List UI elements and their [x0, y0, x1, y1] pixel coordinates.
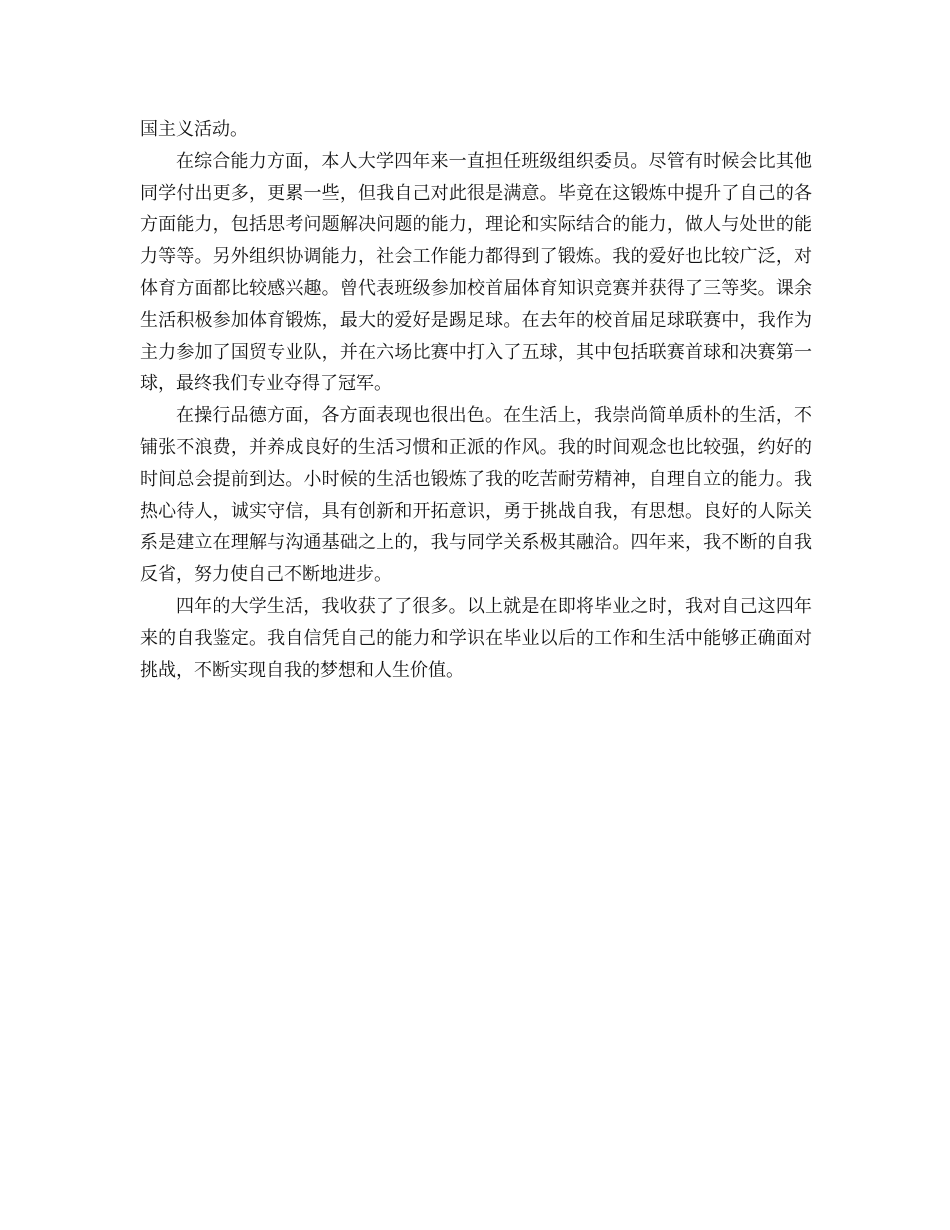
paragraph-continuation: 国主义活动。: [140, 119, 248, 140]
paragraph-conduct: 在操行品德方面，各方面表现也很出色。在生活上，我崇尚简单质朴的生活，不铺张不浪费，并养成良好的生活习惯和正派的作风。我的时间观念也比较强，约好的时间总会提前到达。小时候的生活也锻炼了我的吃苦耐劳精神，自理自立的能力。我热心待人，诚实守信，具有创新和开拓意识，勇于挑战自我，有思想。良好的人际关系是建立在理解与沟通基础之上的，我与同学关系极其融洽。四年来，我不断的自我反省，努力使自己不断地进步。: [140, 405, 812, 586]
paragraph-ability: 在综合能力方面，本人大学四年来一直担任班级组织委员。尽管有时候会比其他同学付出更多，更累一些，但我自己对此很是满意。毕竟在这锻炼中提升了自己的各方面能力，包括思考问题解决问题的能力，理论和实际结合的能力，做人与处世的能力等等。另外组织协调能力，社会工作能力都得到了锻炼。我的爱好也比较广泛，对体育方面都比较感兴趣。曾代表班级参加校首届体育知识竞赛并获得了三等奖。课余生活积极参加体育锻炼，最大的爱好是踢足球。在去年的校首届足球联赛中，我作为主力参加了国贸专业队，并在六场比赛中打入了五球，其中包括联赛首球和决赛第一球，最终我们专业夺得了冠军。: [140, 150, 812, 395]
paragraph-conclusion: 四年的大学生活，我收获了了很多。以上就是在即将毕业之时，我对自己这四年来的自我鉴定。我自信凭自己的能力和学识在毕业以后的工作和生活中能够正确面对挑战，不断实现自我的梦想和人生价值。: [140, 595, 812, 681]
document-body: [140, 114, 812, 686]
